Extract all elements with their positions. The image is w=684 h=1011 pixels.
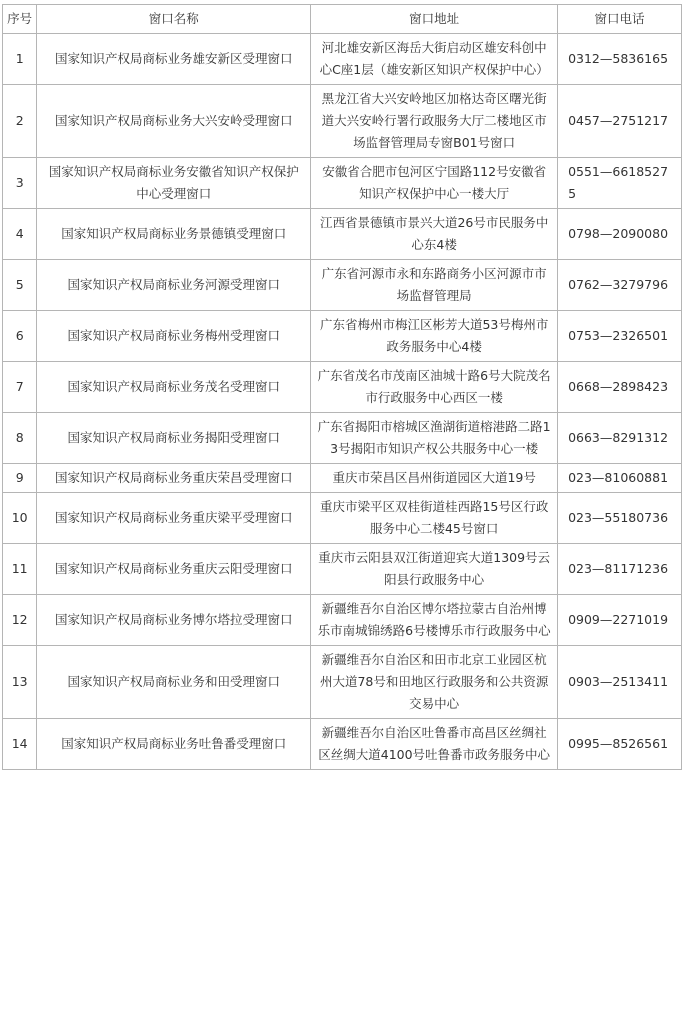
window-phone: 0457—2751217: [558, 85, 682, 158]
window-phone: 0798—2090080: [558, 209, 682, 260]
table-row: [3, 646, 682, 719]
table-row: [3, 362, 682, 413]
row-number: 3: [3, 158, 37, 209]
row-number: 12: [3, 595, 37, 646]
row-number: 9: [3, 464, 37, 493]
row-number: 1: [3, 34, 37, 85]
row-number: 11: [3, 544, 37, 595]
window-name: 国家知识产权局商标业务吐鲁番受理窗口: [37, 719, 311, 770]
table-header-row: [3, 5, 682, 34]
header-window-name: 窗口名称: [37, 5, 311, 34]
row-number: 14: [3, 719, 37, 770]
window-name: 国家知识产权局商标业务安徽省知识产权保护中心受理窗口: [37, 158, 311, 209]
window-phone: 023—81171236: [558, 544, 682, 595]
window-name: 国家知识产权局商标业务茂名受理窗口: [37, 362, 311, 413]
row-number: 7: [3, 362, 37, 413]
row-number: 2: [3, 85, 37, 158]
header-window-address: 窗口地址: [311, 5, 558, 34]
window-address: 江西省景德镇市景兴大道26号市民服务中心东4楼: [311, 209, 558, 260]
service-window-table: [2, 4, 682, 770]
window-address: 新疆维吾尔自治区吐鲁番市高昌区丝绸社区丝绸大道4100号吐鲁番市政务服务中心: [311, 719, 558, 770]
window-phone: 023—81060881: [558, 464, 682, 493]
table-row: [3, 34, 682, 85]
window-phone: 0668—2898423: [558, 362, 682, 413]
window-address: 黑龙江省大兴安岭地区加格达奇区曙光街道大兴安岭行署行政服务大厅二楼地区市场监督管理局专窗B01号窗口: [311, 85, 558, 158]
window-name: 国家知识产权局商标业务重庆云阳受理窗口: [37, 544, 311, 595]
window-address: 安徽省合肥市包河区宁国路112号安徽省知识产权保护中心一楼大厅: [311, 158, 558, 209]
table-row: [3, 209, 682, 260]
window-name: 国家知识产权局商标业务雄安新区受理窗口: [37, 34, 311, 85]
window-phone: 023—55180736: [558, 493, 682, 544]
window-address: 重庆市云阳县双江街道迎宾大道1309号云阳县行政服务中心: [311, 544, 558, 595]
window-name: 国家知识产权局商标业务景德镇受理窗口: [37, 209, 311, 260]
row-number: 5: [3, 260, 37, 311]
table-row: [3, 493, 682, 544]
window-address: 广东省揭阳市榕城区渔湖街道榕港路二路13号揭阳市知识产权公共服务中心一楼: [311, 413, 558, 464]
table-row: [3, 260, 682, 311]
table-row: [3, 595, 682, 646]
window-name: 国家知识产权局商标业务梅州受理窗口: [37, 311, 311, 362]
window-phone: 0753—2326501: [558, 311, 682, 362]
header-no: 序号: [3, 5, 37, 34]
window-phone: 0995—8526561: [558, 719, 682, 770]
window-address: 广东省梅州市梅江区彬芳大道53号梅州市政务服务中心4楼: [311, 311, 558, 362]
table-row: [3, 311, 682, 362]
window-address: 重庆市梁平区双桂街道桂西路15号区行政服务中心二楼45号窗口: [311, 493, 558, 544]
window-address: 重庆市荣昌区昌州街道园区大道19号: [311, 464, 558, 493]
window-phone: 0312—5836165: [558, 34, 682, 85]
row-number: 8: [3, 413, 37, 464]
window-phone: 0903—2513411: [558, 646, 682, 719]
window-name: 国家知识产权局商标业务博尔塔拉受理窗口: [37, 595, 311, 646]
row-number: 4: [3, 209, 37, 260]
row-number: 10: [3, 493, 37, 544]
window-address: 新疆维吾尔自治区博尔塔拉蒙古自治州博乐市南城锦绣路6号楼博乐市行政服务中心: [311, 595, 558, 646]
table-row: [3, 158, 682, 209]
table-row: [3, 464, 682, 493]
window-name: 国家知识产权局商标业务重庆梁平受理窗口: [37, 493, 311, 544]
window-name: 国家知识产权局商标业务大兴安岭受理窗口: [37, 85, 311, 158]
row-number: 6: [3, 311, 37, 362]
window-phone: 0762—3279796: [558, 260, 682, 311]
table-row: [3, 85, 682, 158]
row-number: 13: [3, 646, 37, 719]
window-phone: 0909—2271019: [558, 595, 682, 646]
table-row: [3, 719, 682, 770]
window-address: 广东省茂名市茂南区油城十路6号大院茂名市行政服务中心西区一楼: [311, 362, 558, 413]
table-row: [3, 413, 682, 464]
window-phone: 0663—8291312: [558, 413, 682, 464]
window-name: 国家知识产权局商标业务重庆荣昌受理窗口: [37, 464, 311, 493]
window-name: 国家知识产权局商标业务揭阳受理窗口: [37, 413, 311, 464]
window-phone: 0551—66185275: [558, 158, 682, 209]
window-name: 国家知识产权局商标业务河源受理窗口: [37, 260, 311, 311]
window-address: 新疆维吾尔自治区和田市北京工业园区杭州大道78号和田地区行政服务和公共资源交易中心: [311, 646, 558, 719]
window-address: 河北雄安新区海岳大街启动区雄安科创中心C座1层（雄安新区知识产权保护中心）: [311, 34, 558, 85]
table-row: [3, 544, 682, 595]
window-address: 广东省河源市永和东路商务小区河源市市场监督管理局: [311, 260, 558, 311]
header-window-phone: 窗口电话: [558, 5, 682, 34]
window-name: 国家知识产权局商标业务和田受理窗口: [37, 646, 311, 719]
